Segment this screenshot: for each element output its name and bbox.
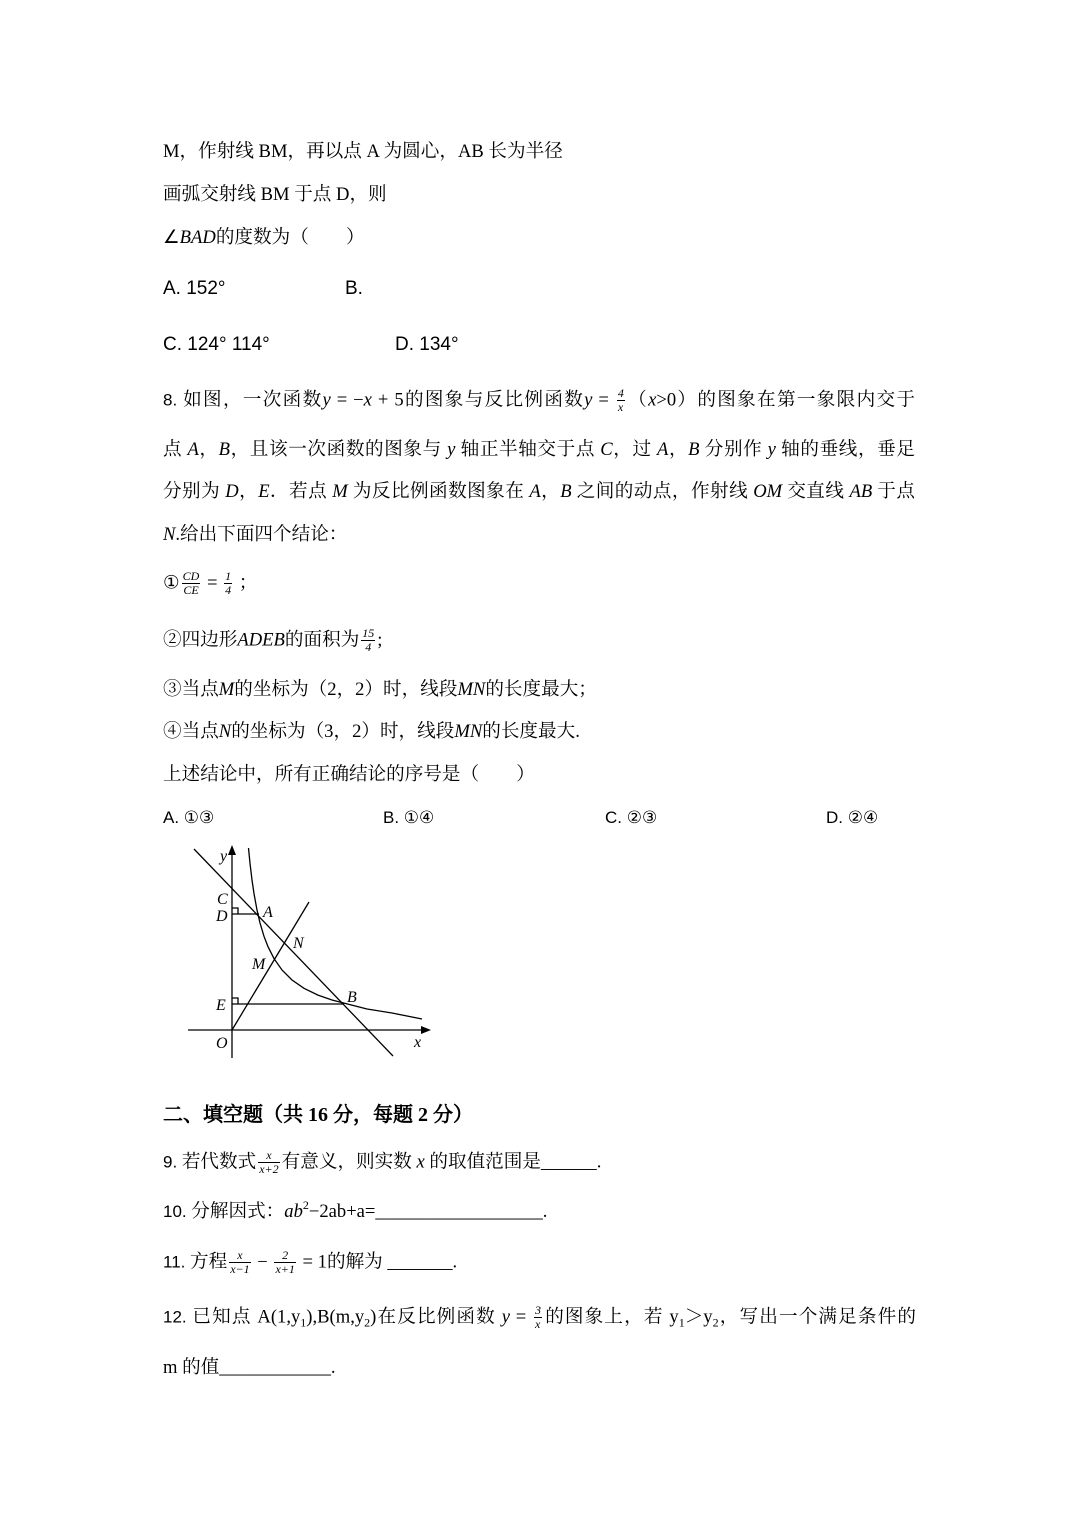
- q8-stem-line-2: [163, 438, 915, 462]
- text-run: 分别作: [699, 439, 768, 460]
- subscript: 1: [300, 1315, 307, 1330]
- math-variable: x: [648, 389, 657, 411]
- text-run: ．若点: [269, 481, 333, 502]
- fraction-denominator: x: [535, 1317, 541, 1331]
- text-run: 的坐标为（2，2）时，线段: [234, 679, 458, 700]
- q8-prompt: 上述结论中，所有正确结论的序号是（ ）: [163, 764, 535, 785]
- fraction: [274, 1250, 295, 1276]
- function-graph-figure: [180, 838, 440, 1064]
- math-operator: −: [252, 1251, 273, 1273]
- text-run: ，写出一个满足条件的: [718, 1306, 916, 1328]
- fraction: [361, 628, 375, 654]
- fraction: [224, 571, 232, 597]
- text-run: 的图象上，若 y: [544, 1306, 679, 1328]
- fraction: [182, 571, 201, 597]
- q8-conclusion-2: [163, 628, 382, 654]
- text-run: 交直线: [782, 481, 850, 502]
- math-operator: =: [592, 389, 615, 411]
- math-variable: x: [416, 1151, 425, 1173]
- subscript: 1: [678, 1315, 685, 1330]
- math-operator: + 5: [371, 389, 404, 411]
- text-run: ，: [198, 439, 219, 460]
- section-title: 二、填空题（共 16 分，每题 2 分）: [163, 1104, 473, 1126]
- q12-line-2: m 的值____________.: [163, 1357, 336, 1378]
- math-operator: = 1: [297, 1251, 327, 1273]
- math-variable: A: [187, 439, 199, 460]
- label-m: M: [252, 956, 266, 973]
- fraction: [617, 388, 625, 414]
- math-variable: MN: [457, 679, 486, 700]
- text-run: ②四边形: [163, 629, 238, 651]
- label-b: B: [347, 989, 357, 1006]
- q10: [163, 1200, 547, 1224]
- text-run: −2ab+a=__________________.: [308, 1201, 548, 1222]
- subscript: 2: [364, 1315, 371, 1330]
- math-variable: OM: [753, 481, 783, 502]
- math-variable: E: [258, 481, 270, 502]
- label-o: O: [216, 1035, 228, 1052]
- label-x: x: [414, 1034, 422, 1051]
- q8-option-d: D. ②④: [826, 808, 879, 827]
- fraction-denominator: 4: [225, 583, 232, 597]
- fraction-denominator: CE: [183, 583, 199, 597]
- q8-stem-line-3: [163, 480, 915, 504]
- text-run: 为反比例函数图象在: [347, 481, 530, 502]
- y-axis-arrow: [228, 845, 236, 855]
- fraction-numerator: CD: [182, 569, 200, 583]
- right-angle-mark-e: [232, 998, 238, 1004]
- text-run: ，: [540, 481, 561, 502]
- math-variable: M: [218, 679, 235, 700]
- superscript: 2: [302, 1198, 309, 1212]
- math-operator: =: [509, 1306, 533, 1328]
- text-run: ＞y: [684, 1306, 713, 1328]
- text-run: 的面积为: [284, 629, 360, 651]
- label-e: E: [216, 997, 226, 1014]
- fraction: [229, 1250, 250, 1276]
- math-variable: B: [688, 439, 700, 460]
- q7-stem-line-2: 画弧交射线 BM 于点 D，则: [163, 184, 387, 205]
- fraction-numerator: 1: [225, 569, 232, 583]
- math-variable: M: [332, 481, 348, 502]
- fraction-denominator: x+2: [259, 1162, 279, 1176]
- ray-om: [232, 902, 309, 1030]
- fraction-numerator: 4: [617, 386, 624, 400]
- text-run: 若代数式: [177, 1151, 257, 1173]
- fraction: [534, 1305, 542, 1331]
- q8-stem-line-1: [163, 388, 915, 414]
- question-number: 8.: [163, 390, 178, 410]
- text-run: 轴的垂线，垂足: [775, 439, 915, 460]
- text-run: 如图，一次函数: [177, 389, 323, 411]
- text-run: 点: [163, 439, 188, 460]
- math-variable: ADEB: [237, 629, 285, 651]
- label-c: C: [217, 891, 228, 908]
- text-run: ;: [377, 629, 383, 651]
- text-run: 有意义，则实数: [281, 1151, 417, 1173]
- fraction-numerator: x: [237, 1248, 243, 1262]
- q8-conclusion-3: [163, 678, 597, 702]
- text-run: )在反比例函数: [370, 1306, 502, 1328]
- text-run: 于点: [872, 481, 915, 502]
- question-number: 12.: [163, 1307, 187, 1327]
- q8-option-b: B. ①④: [383, 808, 435, 827]
- text-run: .给出下面四个结论：: [175, 524, 348, 545]
- fraction-denominator: x: [617, 400, 624, 414]
- q8-option-a: A. ①③: [163, 808, 215, 827]
- q12-line-1: [163, 1305, 916, 1331]
- text-run: 的解为 _______.: [326, 1251, 458, 1273]
- text-run: 之间的动点，作射线: [571, 481, 754, 502]
- text-run: >0）的图象在第一象限内交于: [656, 389, 915, 411]
- fraction-numerator: x: [266, 1148, 272, 1162]
- text-run: ③当点: [163, 679, 219, 700]
- text-run: 的取值范围是______.: [424, 1151, 602, 1173]
- question-number: 10.: [163, 1202, 187, 1221]
- text-run: 方程: [185, 1251, 228, 1273]
- q8-option-c: C. ②③: [605, 808, 658, 827]
- text-run: ④当点: [163, 721, 219, 742]
- math-variable: ab: [284, 1201, 303, 1222]
- label-y: y: [220, 848, 228, 865]
- fraction-numerator: 2: [282, 1248, 289, 1262]
- text-run: 分解因式：: [186, 1201, 285, 1222]
- line-ab: [194, 849, 393, 1056]
- text-run: 分别为: [163, 481, 226, 502]
- fraction: [258, 1150, 279, 1176]
- math-variable: AB: [849, 481, 873, 502]
- text-run: ),B(m,y: [306, 1306, 365, 1328]
- q7-option-c: C. 124° 114°: [163, 334, 270, 355]
- text-run: 的图象与反比例函数: [403, 389, 585, 411]
- math-variable: A: [656, 439, 669, 460]
- text-run: 已知点 A(1,y: [186, 1306, 301, 1328]
- text-run: ，: [238, 481, 259, 502]
- text-run: ，过: [612, 439, 657, 460]
- math-variable: B: [560, 481, 572, 502]
- math-variable: y: [322, 389, 331, 411]
- q7-stem-line-3: [163, 226, 365, 250]
- math-variable: D: [225, 481, 239, 502]
- q11: [163, 1250, 457, 1276]
- fraction-denominator: 4: [361, 640, 375, 654]
- text-run: （: [626, 389, 649, 411]
- text-run: ；: [234, 572, 258, 594]
- fraction-denominator: x+1: [275, 1262, 295, 1276]
- fraction-denominator: x−1: [230, 1262, 250, 1276]
- q8-stem-line-4: [163, 523, 347, 547]
- math-variable: C: [600, 439, 613, 460]
- label-a: A: [263, 904, 273, 921]
- q8-conclusion-1: [163, 571, 257, 597]
- math-variable: MN: [454, 721, 483, 742]
- text-run: 轴正半轴交于点: [455, 439, 601, 460]
- question-number: 11.: [163, 1252, 186, 1272]
- text-run: 的坐标为（3，2）时，线段: [231, 721, 455, 742]
- text-run: ①: [163, 572, 180, 594]
- q7-option-b: B.: [345, 278, 363, 299]
- math-operator: ∠: [163, 227, 180, 248]
- math-variable: y: [767, 439, 776, 460]
- x-axis-arrow: [421, 1026, 431, 1034]
- math-variable: B: [218, 439, 230, 460]
- q7-stem-line-1: M，作射线 BM，再以点 A 为圆心，AB 长为半径: [163, 141, 563, 162]
- math-variable: A: [529, 481, 541, 502]
- text-run: ，: [668, 439, 689, 460]
- text-run: 的长度最大；: [485, 679, 597, 700]
- math-variable: y: [447, 439, 456, 460]
- q9: [163, 1150, 601, 1176]
- q8-conclusion-4: [163, 720, 580, 744]
- text-run: ，且该一次函数的图象与: [230, 439, 448, 460]
- subscript: 2: [712, 1315, 719, 1330]
- math-variable: x: [363, 389, 372, 411]
- math-operator: = −: [330, 389, 364, 411]
- fraction-numerator: 15: [362, 626, 375, 640]
- question-number: 9.: [163, 1152, 178, 1172]
- math-variable: N: [163, 524, 176, 545]
- math-variable: BAD: [179, 227, 216, 248]
- text-run: 的度数为（ ）: [215, 227, 365, 248]
- q7-option-d: D. 134°: [395, 334, 459, 355]
- label-n: N: [293, 935, 304, 952]
- math-variable: y: [584, 389, 593, 411]
- label-d: D: [216, 908, 228, 925]
- q7-option-a: A. 152°: [163, 278, 226, 299]
- math-variable: y: [501, 1306, 510, 1328]
- text-run: 的长度最大.: [482, 721, 580, 742]
- math-variable: N: [218, 721, 232, 742]
- right-angle-mark-d: [232, 908, 238, 914]
- math-operator: =: [202, 572, 223, 594]
- fraction-numerator: 3: [535, 1303, 542, 1317]
